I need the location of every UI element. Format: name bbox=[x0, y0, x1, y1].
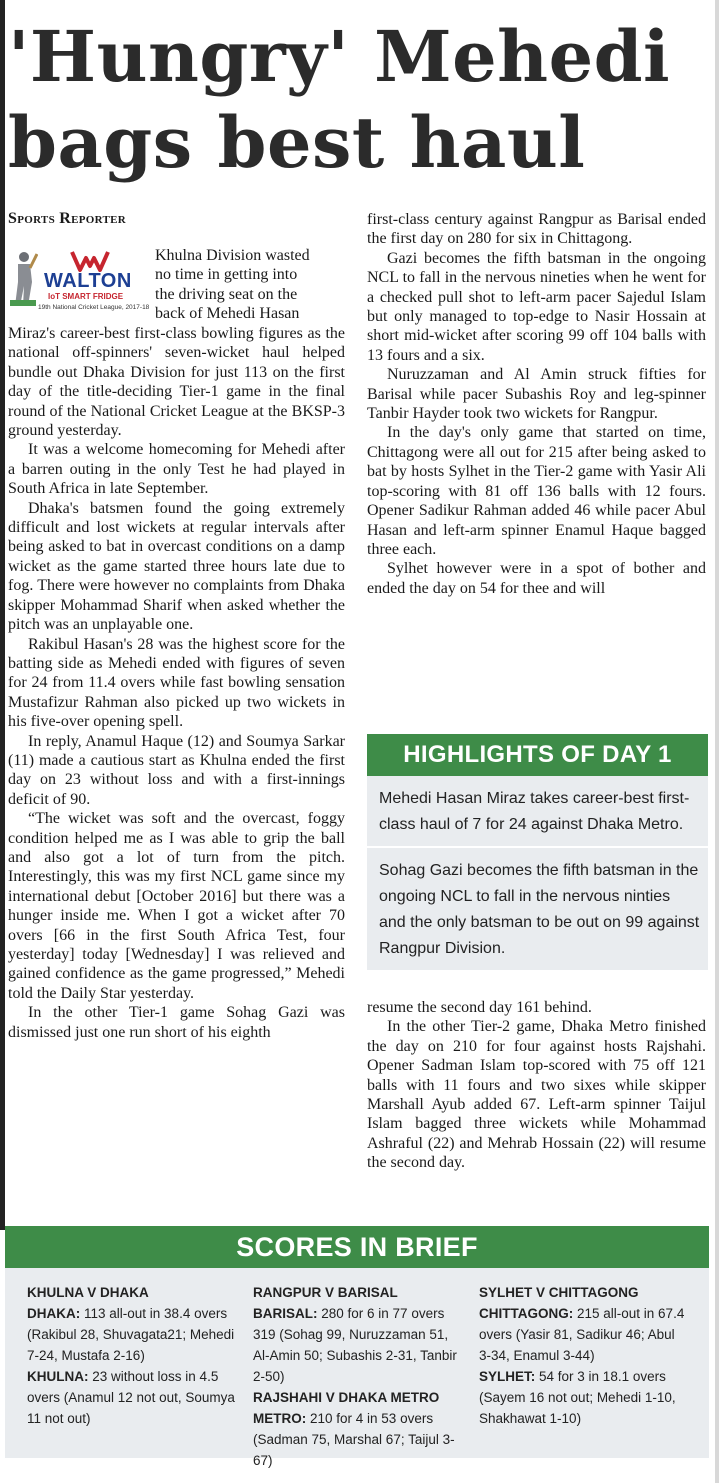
article-paragraph: It was a welcome homecoming for Mehedi after a barren outing in the only Test he had played in South Africa in late September. bbox=[8, 441, 345, 498]
team-name: BARISAL: bbox=[253, 1306, 318, 1321]
sponsor-tagline: IoT SMART FRIDGE bbox=[48, 292, 124, 301]
team-score: 210 for 4 in 53 overs (Sadman 75, Marshal 67; Taijul 3-67) bbox=[253, 1411, 455, 1468]
page-left-rule bbox=[0, 0, 5, 1230]
article-paragraph: In the other Tier-2 game, Dhaka Metro finished the day on 210 for four against hosts Rajshahi. Opener Sadman Islam top-scored with 75 off 121 balls with 11 fours and two sixes while skipper Marshall Ayub added 67. Left-arm spinner Taijul Islam bagged three wickets while Mohammad Ashraful (22) and Mehrab Hossain (22) will resume the second day. bbox=[367, 1018, 706, 1172]
highlight-item: Sohag Gazi becomes the fifth batsman in the ongoing NCL to fall in the nervous ninties and the only batsman to be out on 99 against Rangpur Division. bbox=[379, 862, 700, 957]
article-paragraph: Dhaka's batsmen found the going extremely difficult and lost wickets at regular intervals after being asked to bat in overcast conditions on a damp wicket as the game started three hours late due to fog. There were however no complaints from Dhaka skipper Mohammad Sharif when asked whether the pitch was an unplayable one. bbox=[8, 499, 345, 634]
team-name: KHULNA: bbox=[27, 1369, 89, 1384]
article-paragraph: In the day's only game that started on time, Chittagong were all out for 215 after being asked to bat by hosts Sylhet in the Tier-2 game with Yasir Ali top-scoring with 81 off 136 balls with 12 fours. Opener Sadikur Rahman added 46 while pacer Abul Hasan and left-arm spinner Enamul Haque bagged three each. bbox=[367, 424, 706, 558]
scores-column-1 bbox=[27, 1282, 235, 1429]
team-score: 23 without loss in 4.5 overs (Anamul 12 not out, Soumya 11 not out) bbox=[27, 1369, 235, 1426]
article-paragraph: In reply, Anamul Haque (12) and Soumya Sarkar (11) made a cautious start as Khulna ended the first day on 23 without loss and with a first-innings deficit of 90. bbox=[8, 732, 345, 808]
team-name: SYLHET: bbox=[479, 1369, 536, 1384]
batsman-icon bbox=[8, 250, 38, 308]
article-intro-wrap: Khulna Division wasted no time in getting into the driving seat on the back of Mehedi Hasan bbox=[155, 247, 310, 323]
walton-w-icon bbox=[70, 250, 110, 272]
score-line bbox=[253, 1408, 461, 1471]
article-column-2 bbox=[367, 210, 706, 598]
article-paragraph: In the other Tier-1 game Sohag Gazi was dismissed just one run short of his eighth bbox=[8, 1004, 345, 1041]
sponsor-league: 19th National Cricket League, 2017-18 bbox=[38, 304, 150, 311]
highlight-item: Mehedi Hasan Miraz takes career-best first-class haul of 7 for 24 against Dhaka Metro. bbox=[379, 790, 690, 833]
team-name: CHITTAGONG: bbox=[479, 1306, 574, 1321]
sponsor-logo bbox=[8, 248, 148, 314]
article-paragraph: “The wicket was soft and the overcast, foggy condition helped me as I was able to grip the ball and also got a lot of turn from the pitch. Interestingly, this was my first NCL game since my international debut [October 2016] but there was a hunger inside me. When I got a wicket after 70 overs [66 in the first South Africa Test, four yesterday] today [Wednesday] I was relieved and gained confidence as the game progressed,” Mehedi told the Daily Star yesterday. bbox=[8, 810, 345, 1002]
article-paragraph-continued: resume the second day 161 behind. bbox=[367, 999, 592, 1016]
scores-column-2 bbox=[253, 1282, 461, 1471]
headline bbox=[8, 14, 698, 186]
team-score: 215 all-out in 67.4 overs (Yasir 81, Sadikur 46; Abul 3-34, Enamul 3-44) bbox=[479, 1306, 685, 1363]
headline-line-1: 'Hungry' Mehedi bbox=[8, 15, 671, 98]
match-title: RAJSHAHI V DHAKA METRO bbox=[253, 1390, 440, 1405]
article-paragraph-continued: first-class century against Rangpur as Barisal ended the first day on 280 for six in Chittagong. bbox=[367, 211, 706, 248]
byline: Sports Reporter bbox=[8, 210, 127, 227]
score-line bbox=[27, 1303, 235, 1366]
sponsor-brand: WALTON bbox=[44, 270, 132, 292]
match-title: RANGPUR V BARISAL bbox=[253, 1285, 398, 1300]
team-score: 280 for 6 in 77 overs 319 (Sohag 99, Nuruzzaman 51, Al-Amin 50; Subashis 2-31, Tanbir 2-50) bbox=[253, 1306, 457, 1384]
headline-line-2: bags best haul bbox=[8, 101, 586, 184]
highlights-divider bbox=[367, 846, 708, 848]
match-title: SYLHET V CHITTAGONG bbox=[479, 1285, 639, 1300]
article-column-1 bbox=[8, 324, 345, 1042]
team-score: 113 all-out in 38.4 overs (Rakibul 28, Shuvagata21; Mehedi 7-24, Mustafa 2-16) bbox=[27, 1306, 235, 1363]
article-paragraph: Gazi becomes the fifth batsman in the ongoing NCL to fall in the nervous nineties when he went for a checked pull shot to left-arm pacer Sajedul Islam but only managed to top-edge to Nasir Hossain at short mid-wicket after scoring 99 off 104 balls with 13 fours and a six. bbox=[367, 249, 706, 364]
article-intro-continued: Miraz's career-best first-class bowling figures as the national off-spinners' seven-wicket haul helped bundle out Dhaka Division for just 113 on the first day of the title-deciding Tier-1 game in the final round of the National Cricket League at the BKSP-3 ground yesterday. bbox=[8, 325, 345, 440]
team-name: DHAKA: bbox=[27, 1306, 81, 1321]
score-line bbox=[27, 1366, 235, 1429]
match-title: KHULNA V DHAKA bbox=[27, 1285, 149, 1300]
team-score: 54 for 3 in 18.1 overs (Sayem 16 not out; Mehedi 1-10, Shakhawat 1-10) bbox=[479, 1369, 676, 1426]
highlights-title: HIGHLIGHTS OF DAY 1 bbox=[367, 734, 708, 776]
team-name: METRO: bbox=[253, 1411, 307, 1426]
article-paragraph: Rakibul Hasan's 28 was the highest score for the batting side as Mehedi ended with figures of seven for 24 from 11.4 overs while fast bowling sensation Mustafizur Rahman also picked up two wickets in his five-over opening spell. bbox=[8, 635, 345, 731]
scores-column-3 bbox=[479, 1282, 687, 1429]
article-column-2-bottom bbox=[367, 998, 706, 1173]
scores-title: SCORES IN BRIEF bbox=[5, 1226, 709, 1268]
score-line bbox=[253, 1303, 461, 1387]
score-line bbox=[479, 1366, 687, 1429]
page-right-edge bbox=[715, 0, 719, 1483]
article-paragraph: Nuruzzaman and Al Amin struck fifties for Barisal while pacer Subashis Roy and leg-spinner Tanbir Hayder took two wickets for Rangpur. bbox=[367, 366, 706, 423]
highlights-box bbox=[367, 734, 708, 970]
score-line bbox=[479, 1303, 687, 1366]
article-paragraph: Sylhet however were in a spot of bother and ended the day on 54 for thee and will bbox=[367, 560, 706, 597]
